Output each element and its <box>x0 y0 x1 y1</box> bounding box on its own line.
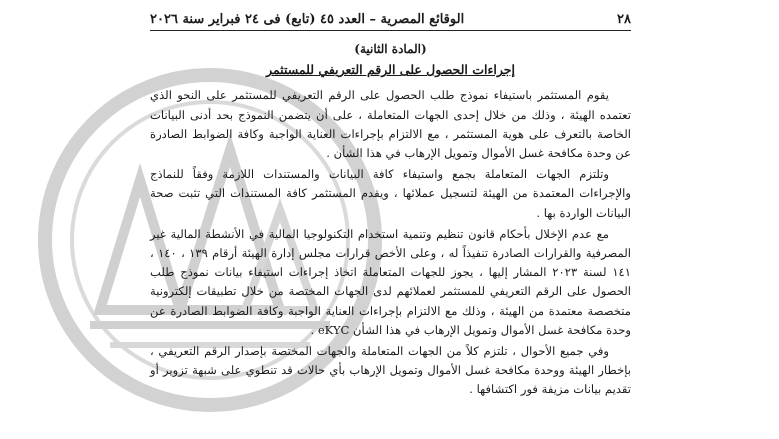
paragraph-3-text: مع عدم الإخلال بأحكام قانون تنظيم وتنمية استخدام التكنولوجيا المالية في الأنشطة المالية غير المصرفية والقرارات الصادرة تنفيذاً له ، وعلى الأخص قرارات مجلس إدارة الهيئة أرقام ١٣٩ ، ١٤٠ ، ١٤١ لسنة ٢٠٢٣ المشار إليها ، يجوز للجهات المتعاملة اتخاذ إجراءات استيفاء بيانات نموذج طلب الحصول على الرقم التعريفي للمستثمر لعملائهم لدى الجهات المختصة من خلال تطبيقات إلكترونية متخصصة معتمدة من الهيئة ، وذلك مع الالتزام بإجراءات العناية الواجبة وكافة الضوابط الصادرة عن وحدة مكافحة غسل الأموال وتمويل الإرهاب في هذا الشأن <box>150 226 632 337</box>
page-number: ٢٨ <box>617 11 631 27</box>
ekyc-label: eKYC <box>317 322 350 337</box>
paragraph-4: وفي جميع الأحوال ، تلتزم كلاً من الجهات المتعاملة والجهات المختصة بإصدار الرقم التعريفي ، بإخطار الهيئة ووحدة مكافحة غسل الأموال وتمويل الإرهاب بأي حالات قد تنطوي على شبهة تزوير أو تقديم بيانات مزيفة فور اكتشافها . <box>150 344 631 397</box>
header-title: الوقائع المصرية – العدد ٤٥ (تابع) فى ٢٤ فبراير سنة ٢٠٢٦ <box>150 11 465 27</box>
paragraph-1: يقوم المستثمر باستيفاء نموذج طلب الحصول على الرقم التعريفي للمستثمر على النحو الذي تعتمده الهيئة ، وذلك من خلال إحدى الجهات المتعاملة ، على أن يتضمن النموذج بحد أدنى البيانات الخاصة بالتعرف على هوية المستثمر ، مع الالتزام بإجراءات العناية الواجبة وكافة الضوابط الصادرة عن وحدة مكافحة غسل الأموال وتمويل الإرهاب في هذا الشأن . <box>150 88 631 161</box>
article-number: (المادة الثانية) <box>354 42 427 56</box>
page-header <box>150 8 631 31</box>
paragraph-3: مع عدم الإخلال بأحكام قانون تنظيم وتنمية استخدام التكنولوجيا المالية في الأنشطة المالية غير المصرفية والقرارات الصادرة تنفيذاً له ، وعلى الأخص قرارات مجلس إدارة الهيئة أرقام ١٣٩ ، ١٤٠ ، ١٤١ لسنة ٢٠٢٣ المشار إليها ، يجوز للجهات المتعاملة اتخاذ إجراءات استيفاء بيانات نموذج طلب الحصول على الرقم التعريفي للمستثمر لعملائهم لدى الجهات المختصة من خلال تطبيقات إلكترونية متخصصة معتمدة من الهيئة ، وذلك مع الالتزام بإجراءات العناية الواجبة وكافة الضوابط الصادرة عن وحدة مكافحة غسل الأموال وتمويل الإرهاب في هذا الشأن eKYC . <box>150 226 632 337</box>
paragraph-2: وتلتزم الجهات المتعاملة بجمع واستيفاء كافة البيانات والمستندات اللازمة وفقاً للنماذج والإجراءات المعتمدة من الهيئة لتسجيل عملائها ، ويقدم المستثمر كافة المستندات التي تثبت صحة البيانات الواردة بها . <box>150 167 631 220</box>
document-body <box>150 40 631 402</box>
article-title: إجراءات الحصول على الرقم التعريفي للمستثمر <box>266 62 515 78</box>
